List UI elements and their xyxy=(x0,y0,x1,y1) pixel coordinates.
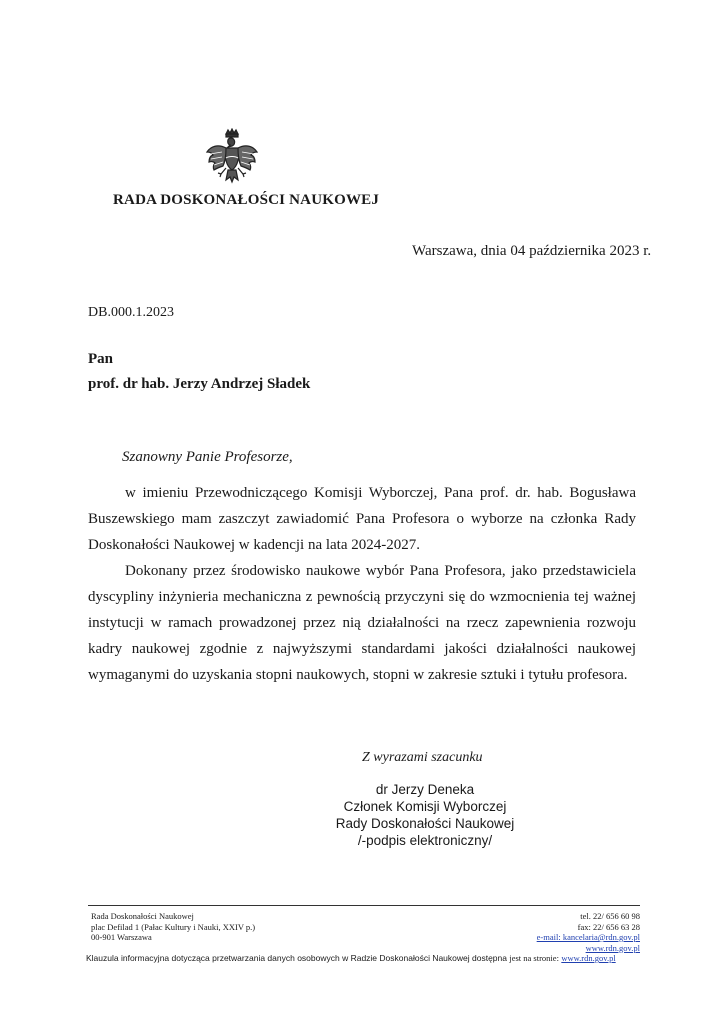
privacy-clause-text: Klauzula informacyjna dotycząca przetwarzania danych osobowych w Radzie Doskonałości Naukowej dostępna xyxy=(86,953,507,963)
electronic-signature-note: /-podpis elektroniczny/ xyxy=(357,833,493,848)
recipient-name: prof. dr hab. Jerzy Andrzej Sładek xyxy=(88,376,311,392)
footer-address-line: Rada Doskonałości Naukowej xyxy=(91,911,194,921)
footer-website-link[interactable]: www.rdn.gov.pl xyxy=(585,942,640,953)
footer-address xyxy=(91,911,255,943)
white-eagle-emblem-icon xyxy=(204,128,260,190)
footer-contact xyxy=(537,911,640,953)
footer-address-line: plac Defilad 1 (Pałac Kultury i Nauki, XXIV p.) xyxy=(91,921,256,932)
recipient-salutation: Pan xyxy=(88,351,114,367)
signature-block xyxy=(325,781,525,849)
footer-address-line: 00-901 Warszawa xyxy=(91,932,152,942)
signatory-organization: Rady Doskonałości Naukowej xyxy=(335,816,515,831)
footer-email-link[interactable]: e-mail: kancelaria@rdn.gov.pl xyxy=(536,932,640,942)
privacy-clause-link[interactable]: www.rdn.gov.pl xyxy=(561,953,616,963)
body-paragraph-2: Dokonany przez środowisko naukowe wybór Pana Profesora, jako przedstawiciela dyscypliny inżynieria mechaniczna z pewnością przyczyni się do wzmocnienia tej ważnej instytucji w ramach prowadzonej przez nią działalności na rzecz zapewnienia rozwoju kadry naukowej zgodnie z najwyższymi standardami jakości działalności naukowej wymaganymi do uzyskania stopni naukowych, stopni w zakresie sztuki i tytułu profesora. xyxy=(88,563,636,683)
footer-divider xyxy=(88,905,640,906)
organization-name: RADA DOSKONAŁOŚCI NAUKOWEJ xyxy=(113,192,380,208)
signatory-role: Członek Komisji Wyborczej xyxy=(343,799,507,814)
footer-fax: fax: 22/ 656 63 28 xyxy=(577,921,640,932)
footer-phone: tel. 22/ 656 60 98 xyxy=(580,911,640,921)
privacy-clause-tail: jest na stronie: xyxy=(509,953,559,963)
letter-body xyxy=(88,480,636,688)
privacy-clause xyxy=(86,953,616,963)
greeting: Szanowny Panie Profesorze, xyxy=(122,449,293,465)
closing: Z wyrazami szacunku xyxy=(362,750,483,765)
body-paragraph-1: w imieniu Przewodniczącego Komisji Wyborczej, Pana prof. dr. hab. Bogusława Buszewskiego mam zaszczyt zawiadomić Pana Profesora o wyborze na członka Rady Doskonałości Naukowej w kadencji na lata 2024-2027. xyxy=(88,485,636,553)
reference-number: DB.000.1.2023 xyxy=(88,305,174,320)
letter-date: Warszawa, dnia 04 października 2023 r. xyxy=(412,243,652,259)
signatory-name: dr Jerzy Deneka xyxy=(375,782,475,797)
